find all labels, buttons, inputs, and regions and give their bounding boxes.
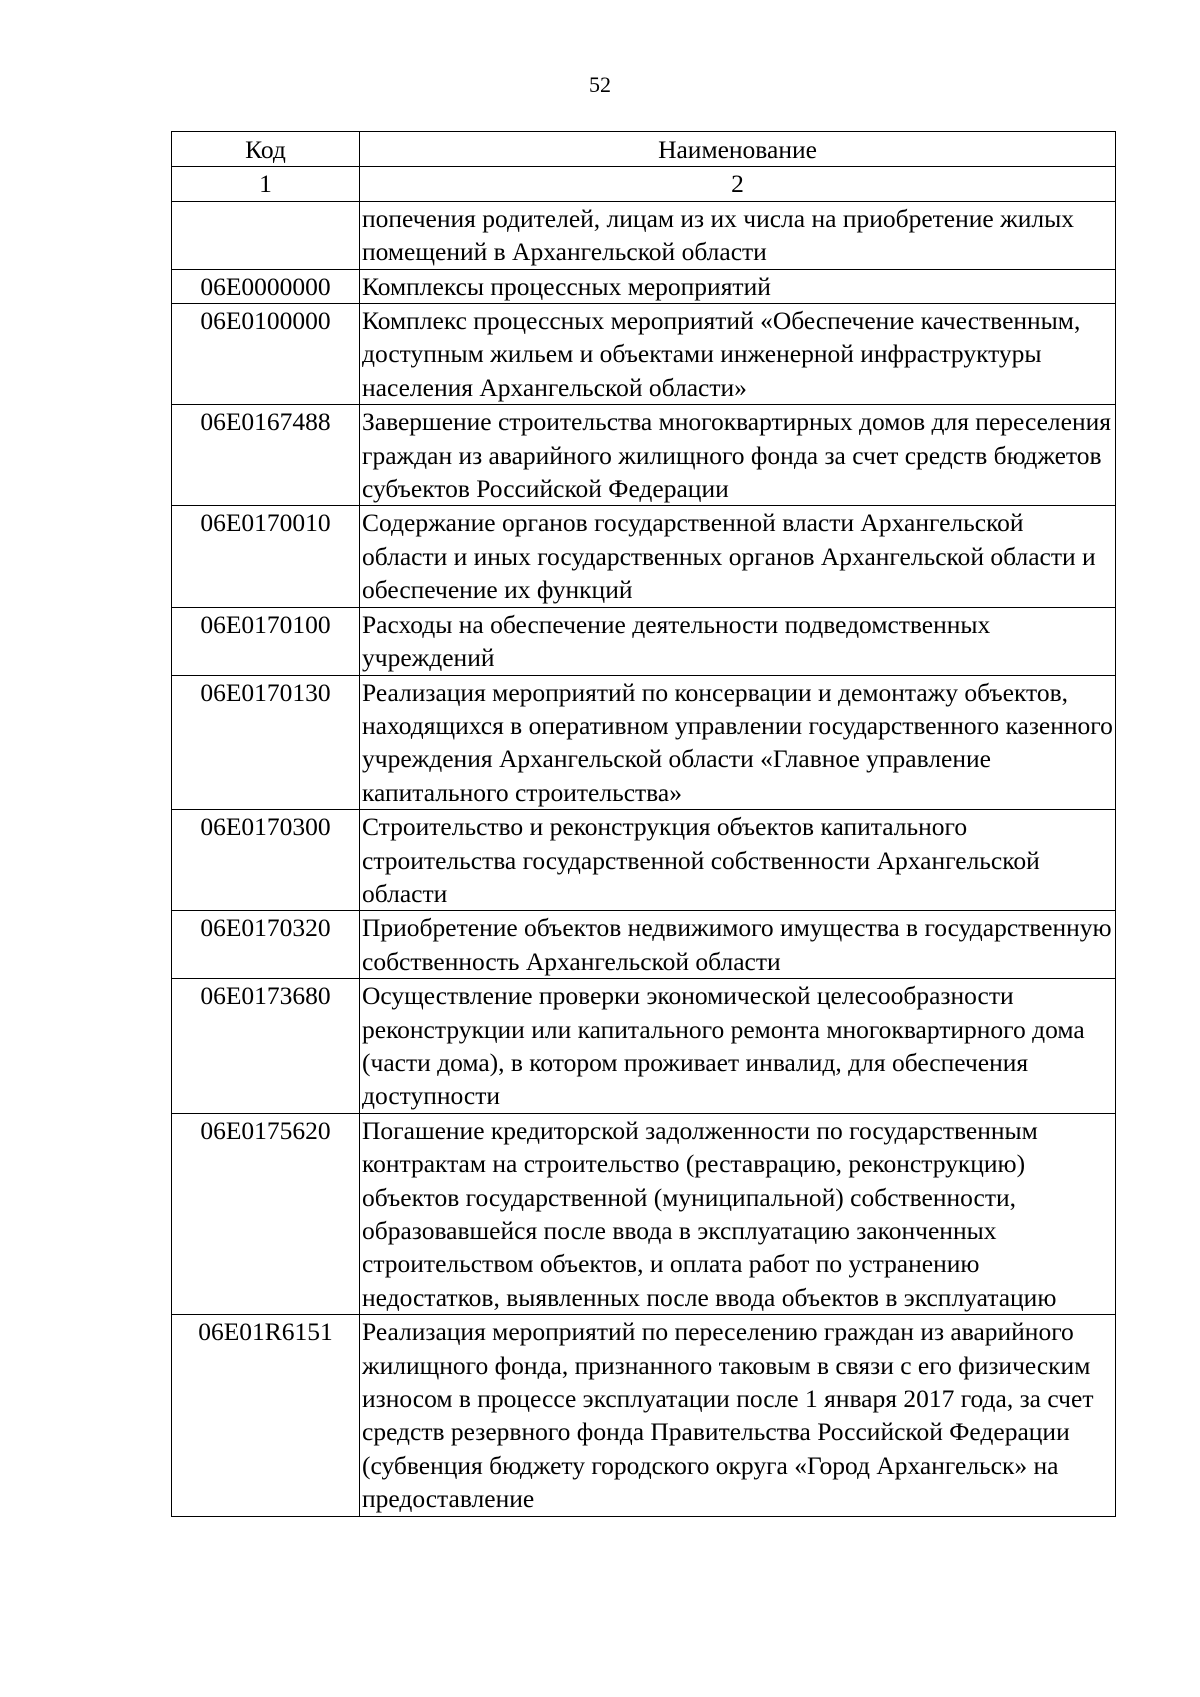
row-name: Погашение кредиторской задолженности по государственным контрактам на строительство (реставрацию, реконструкцию) объектов государственной (муниципальной) собственности, образовавшейся после ввода в эксплуатацию законченных строительством объектов, и оплата работ по устранению недостатков, выявленных после ввода объектов в эксплуатацию [360,1113,1116,1314]
header-name: Наименование [360,132,1116,167]
row-code: 06Е0170320 [172,911,360,979]
row-name: Комплексы процессных мероприятий [360,269,1116,303]
table-row [172,304,1116,405]
row-code [172,201,360,269]
row-code: 06Е0175620 [172,1113,360,1314]
row-name: Расходы на обеспечение деятельности подведомственных учреждений [360,607,1116,675]
row-name: попечения родителей, лицам из их числа на приобретение жилых помещений в Архангельской области [360,201,1116,269]
table-row [172,911,1116,979]
row-name: Осуществление проверки экономической целесообразности реконструкции или капитального ремонта многоквартирного дома (части дома), в котором проживает инвалид, для обеспечения доступности [360,979,1116,1114]
row-code: 06Е0167488 [172,405,360,506]
page-number: 52 [589,72,611,97]
column-number-row [172,167,1116,201]
budget-classification-table [171,131,1116,1517]
header-code: Код [172,132,360,167]
row-code: 06Е0170300 [172,810,360,911]
table-row [172,979,1116,1114]
row-code: 06Е0100000 [172,304,360,405]
column-number-2: 2 [360,167,1116,201]
header-row [172,132,1116,167]
table-row [172,607,1116,675]
row-name: Реализация мероприятий по консервации и демонтажу объектов, находящихся в оперативном управлении государственного казенного учреждения Архангельской области «Главное управление капитального строительства» [360,675,1116,810]
row-code: 06Е0170130 [172,675,360,810]
row-name: Комплекс процессных мероприятий «Обеспечение качественным, доступным жильем и объектами инженерной инфраструктуры населения Архангельской области» [360,304,1116,405]
row-code: 06Е01R6151 [172,1315,360,1516]
row-name: Завершение строительства многоквартирных домов для переселения граждан из аварийного жилищного фонда за счет средств бюджетов субъектов Российской Федерации [360,405,1116,506]
row-name: Содержание органов государственной власти Архангельской области и иных государственных органов Архангельской области и обеспечение их функций [360,506,1116,607]
row-code: 06Е0000000 [172,269,360,303]
row-name: Строительство и реконструкция объектов капитального строительства государственной собственности Архангельской области [360,810,1116,911]
table-row [172,1113,1116,1314]
table-row [172,201,1116,269]
row-name: Приобретение объектов недвижимого имущества в государственную собственность Архангельской области [360,911,1116,979]
row-code: 06Е0170010 [172,506,360,607]
table-row [172,506,1116,607]
column-number-1: 1 [172,167,360,201]
table-row [172,1315,1116,1516]
row-name: Реализация мероприятий по переселению граждан из аварийного жилищного фонда, признанного таковым в связи с его физическим износом в процессе эксплуатации после 1 января 2017 года, за счет средств резервного фонда Правительства Российской Федерации (субвенция бюджету городского округа «Город Архангельск» на предоставление [360,1315,1116,1516]
table-row [172,405,1116,506]
row-code: 06Е0173680 [172,979,360,1114]
table-row [172,675,1116,810]
table-row [172,810,1116,911]
row-code: 06Е0170100 [172,607,360,675]
table-row [172,269,1116,303]
